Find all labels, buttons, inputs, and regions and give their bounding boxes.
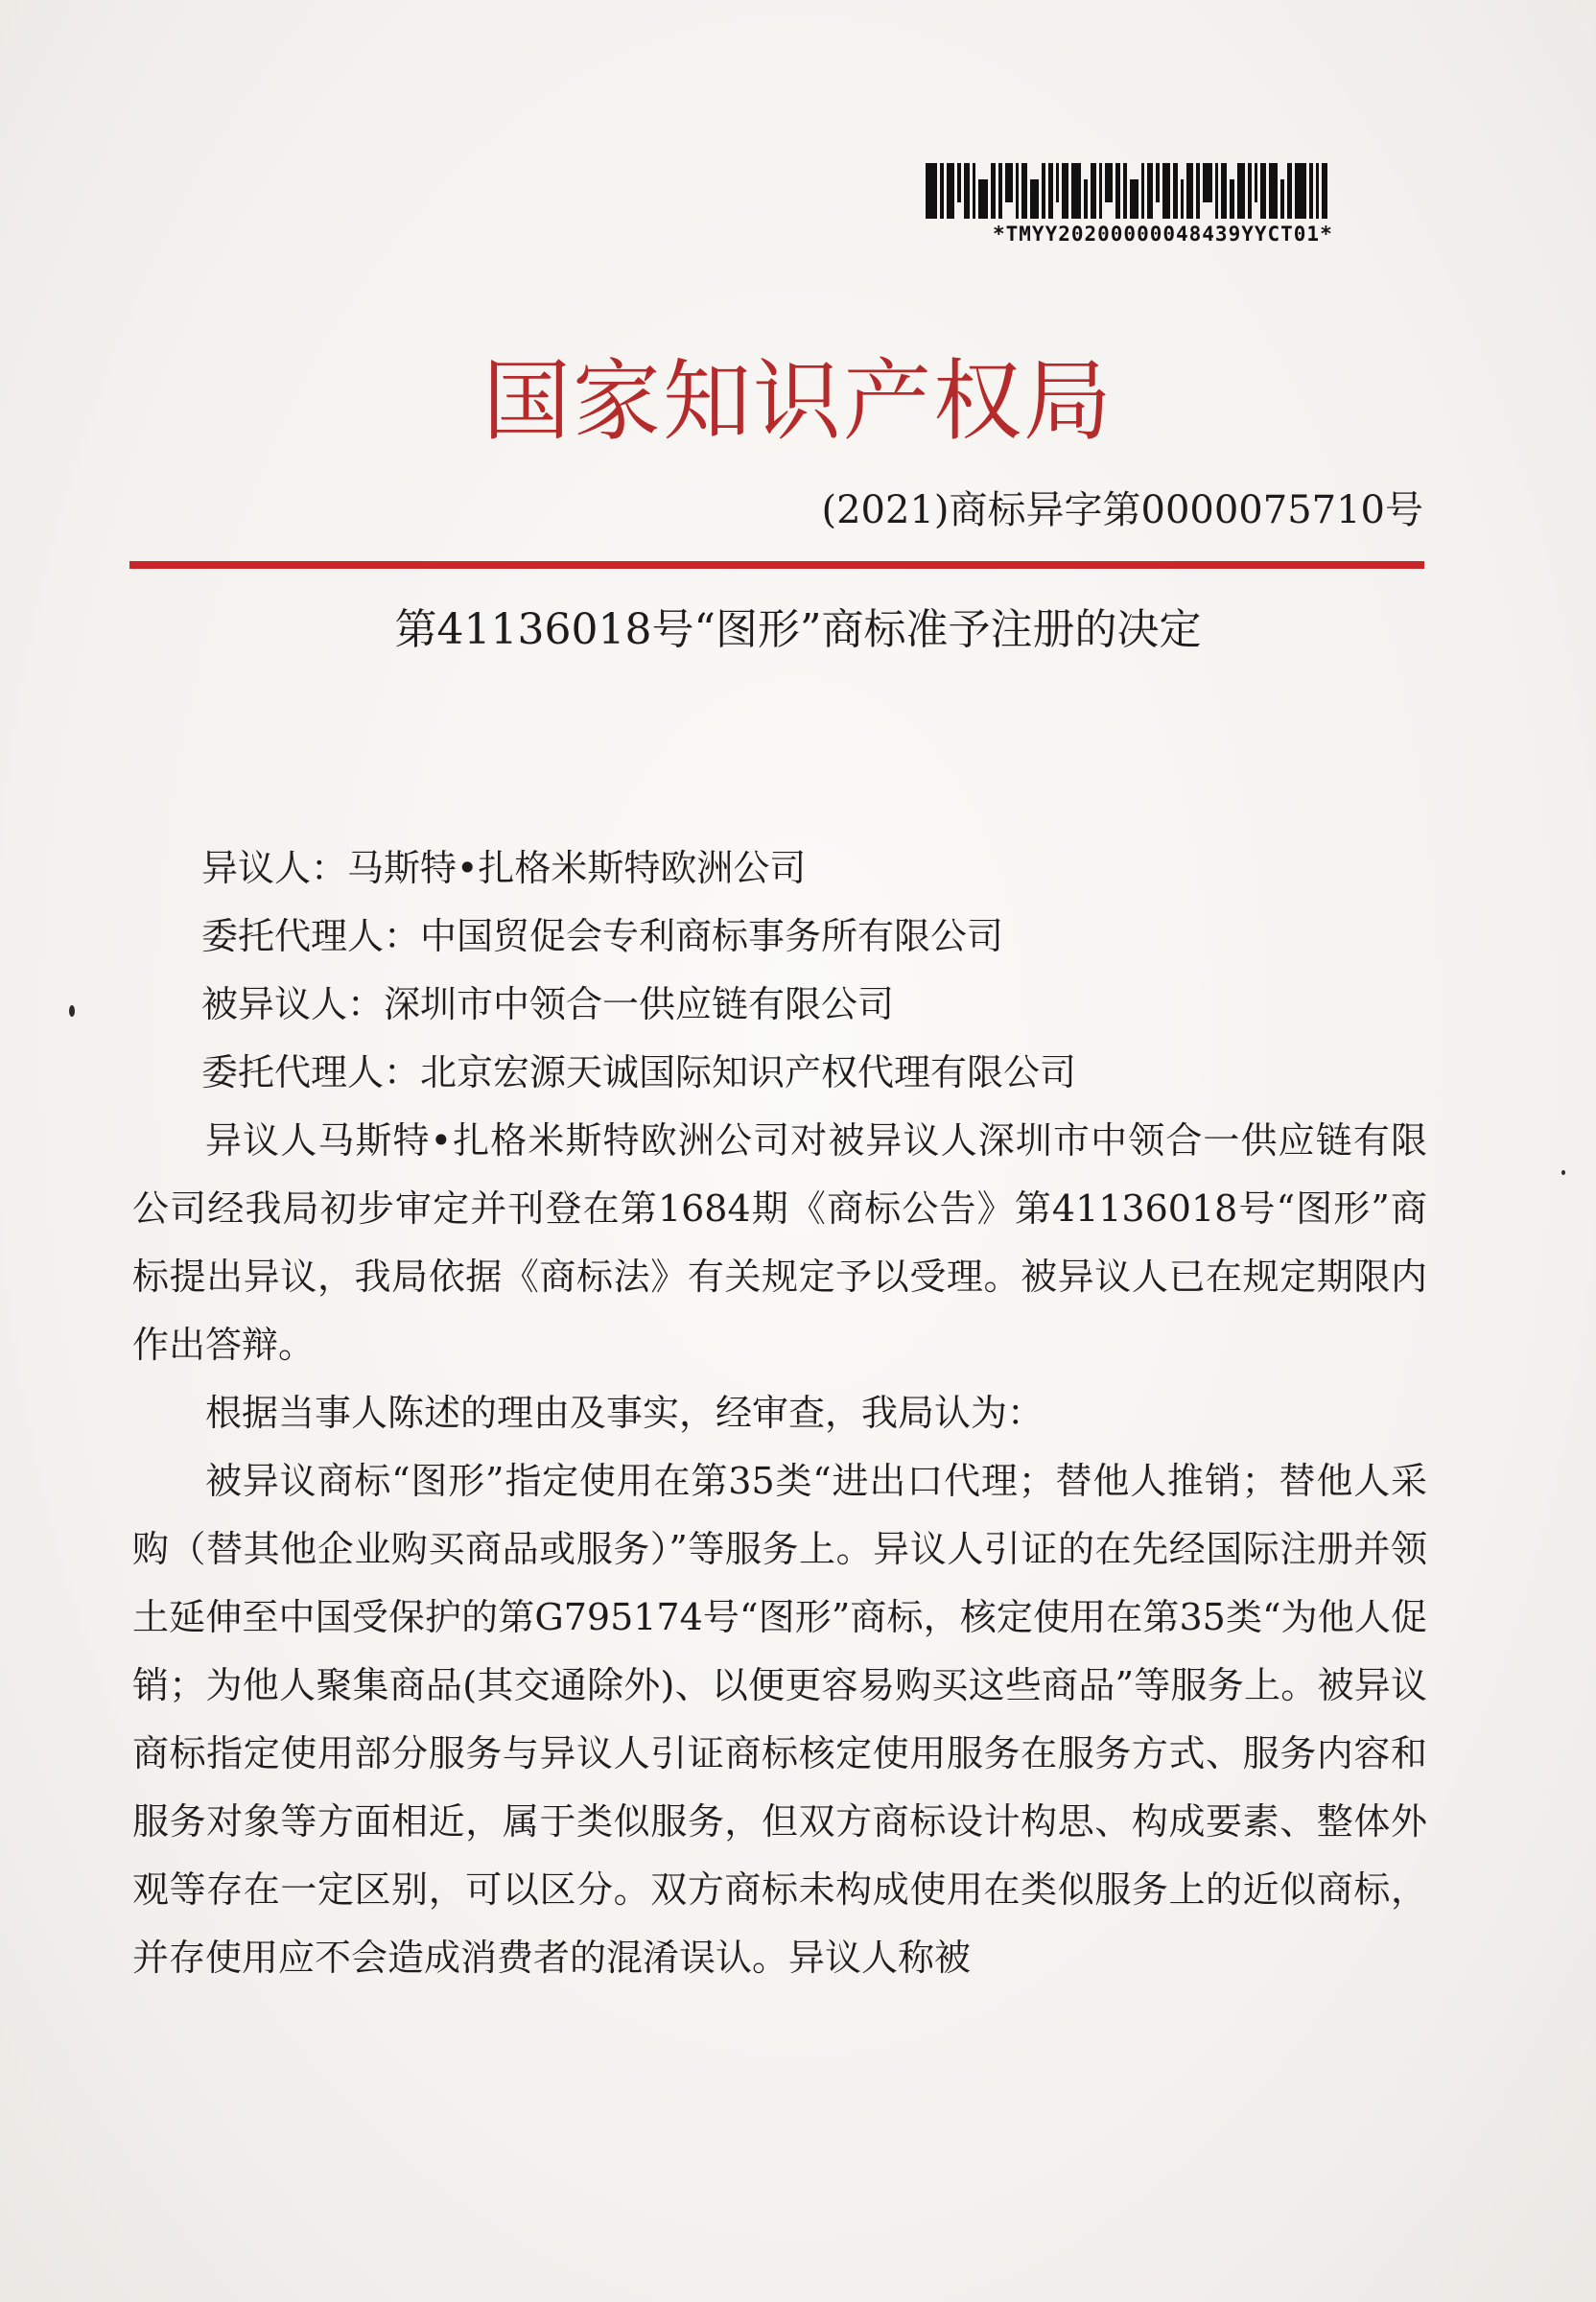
party-opponent-agent [132, 903, 1427, 971]
barcode-bar [1099, 163, 1102, 219]
barcode-bar [1221, 163, 1227, 219]
barcode-bar [957, 163, 961, 202]
party-value: 深圳市中领合一供应链有限公司 [384, 983, 895, 1025]
barcode-bar [1203, 163, 1212, 202]
barcode-bar [1280, 179, 1284, 219]
barcode-bar [1181, 179, 1184, 219]
barcode-bar [978, 179, 988, 219]
barcode-bar [1309, 163, 1313, 219]
barcode-bar [1130, 179, 1138, 219]
party-label: 异议人： [201, 847, 348, 889]
party-label: 被异议人： [201, 983, 385, 1025]
paragraph-reasoning: 被异议商标“图形”指定使用在第35类“进出口代理；替他人推销；替他人采购（替其他企业购买商品或服务）”等服务上。异议人引证的在先经国际注册并领土延伸至中国受保护的第G795174号“图形”商标，核定使用在第35类“为他人促销；为他人聚集商品(其交通除外)、以便更容易购买这些商品”等服务上。被异议商标指定使用部分服务与异议人引证商标核定使用服务在服务方式、服务内容和服务对象等方面相近，属于类似服务，但双方商标设计构思、构成要素、整体外观等存在一定区别，可以区分。双方商标未构成使用在类似服务上的近似商标，并存使用应不会造成消费者的混淆误认。异议人称被 [132, 1460, 1427, 1979]
barcode-bar [1260, 163, 1266, 219]
barcode-bars [926, 163, 1386, 219]
barcode-number: *TMYY20200000048439YYCT01* [993, 223, 1333, 246]
paragraph-intro: 根据当事人陈述的理由及事实，经审查，我局认为： [205, 1392, 1044, 1434]
barcode-bar [1141, 163, 1144, 219]
document-title: 第41136018号“图形”商标准予注册的决定 [394, 605, 1202, 654]
barcode-bar [1056, 163, 1059, 202]
barcode-bar [940, 163, 944, 219]
barcode-bar [1186, 163, 1193, 219]
barcode-bar [947, 163, 954, 219]
barcode-bar [1255, 163, 1257, 202]
ink-speck [1561, 1170, 1565, 1175]
party-value: 马斯特•扎格米斯特欧洲公司 [347, 847, 807, 889]
barcode-bar [1230, 179, 1234, 219]
barcode-bar [1237, 163, 1245, 219]
barcode-bar [998, 163, 1002, 219]
agency-letterhead: 国家知识产权局 [481, 350, 1114, 453]
paragraph-background: 异议人马斯特•扎格米斯特欧洲公司对被异议人深圳市中领合一供应链有限公司经我局初步审定并刊登在第1684期《商标公告》第41136018号“图形”商标提出异议，我局依据《商标法》有关规定予以受理。被异议人已在规定期限内作出答辩。 [132, 1119, 1427, 1366]
document-number: (2021)商标异字第0000075710号 [821, 488, 1423, 532]
barcode-bar [1196, 163, 1200, 219]
barcode-bar [1048, 163, 1053, 219]
party-label: 委托代理人： [201, 1051, 421, 1093]
party-label: 委托代理人： [201, 915, 421, 957]
document-body [132, 834, 1427, 1992]
red-divider-line [129, 561, 1424, 569]
barcode-bar [1062, 163, 1068, 219]
barcode-bar [1123, 163, 1127, 219]
barcode-bar [991, 163, 996, 219]
barcode-bar [1084, 179, 1088, 219]
barcode-bar [1295, 163, 1306, 219]
barcode-bar [1016, 163, 1019, 219]
party-respondent-agent [132, 1039, 1427, 1107]
barcode-bar [926, 163, 937, 219]
barcode [926, 163, 1386, 246]
barcode-bar [1091, 163, 1096, 219]
party-value: 中国贸促会专利商标事务所有限公司 [420, 915, 1004, 957]
barcode-bar [1316, 163, 1319, 219]
barcode-bar [1322, 163, 1327, 219]
barcode-bar [1147, 163, 1153, 219]
barcode-bar [964, 163, 970, 219]
barcode-bar [1269, 163, 1278, 219]
barcode-bar [1042, 163, 1045, 219]
barcode-bar [1021, 163, 1027, 219]
party-respondent [132, 971, 1427, 1039]
barcode-bar [1030, 179, 1039, 219]
barcode-bar [1105, 163, 1113, 202]
ink-speck [69, 1005, 75, 1017]
barcode-bar [1071, 163, 1081, 219]
barcode-bar [1115, 163, 1120, 219]
party-value: 北京宏源天诚国际知识产权代理有限公司 [420, 1051, 1077, 1093]
barcode-bar [1173, 163, 1178, 219]
party-opponent [132, 834, 1427, 903]
barcode-bar [1005, 163, 1013, 202]
barcode-bar [973, 163, 975, 219]
barcode-bar [1287, 163, 1292, 219]
barcode-bar [1215, 163, 1218, 219]
barcode-bar [1156, 163, 1160, 202]
barcode-bar [1162, 163, 1170, 219]
barcode-bar [1248, 163, 1252, 219]
